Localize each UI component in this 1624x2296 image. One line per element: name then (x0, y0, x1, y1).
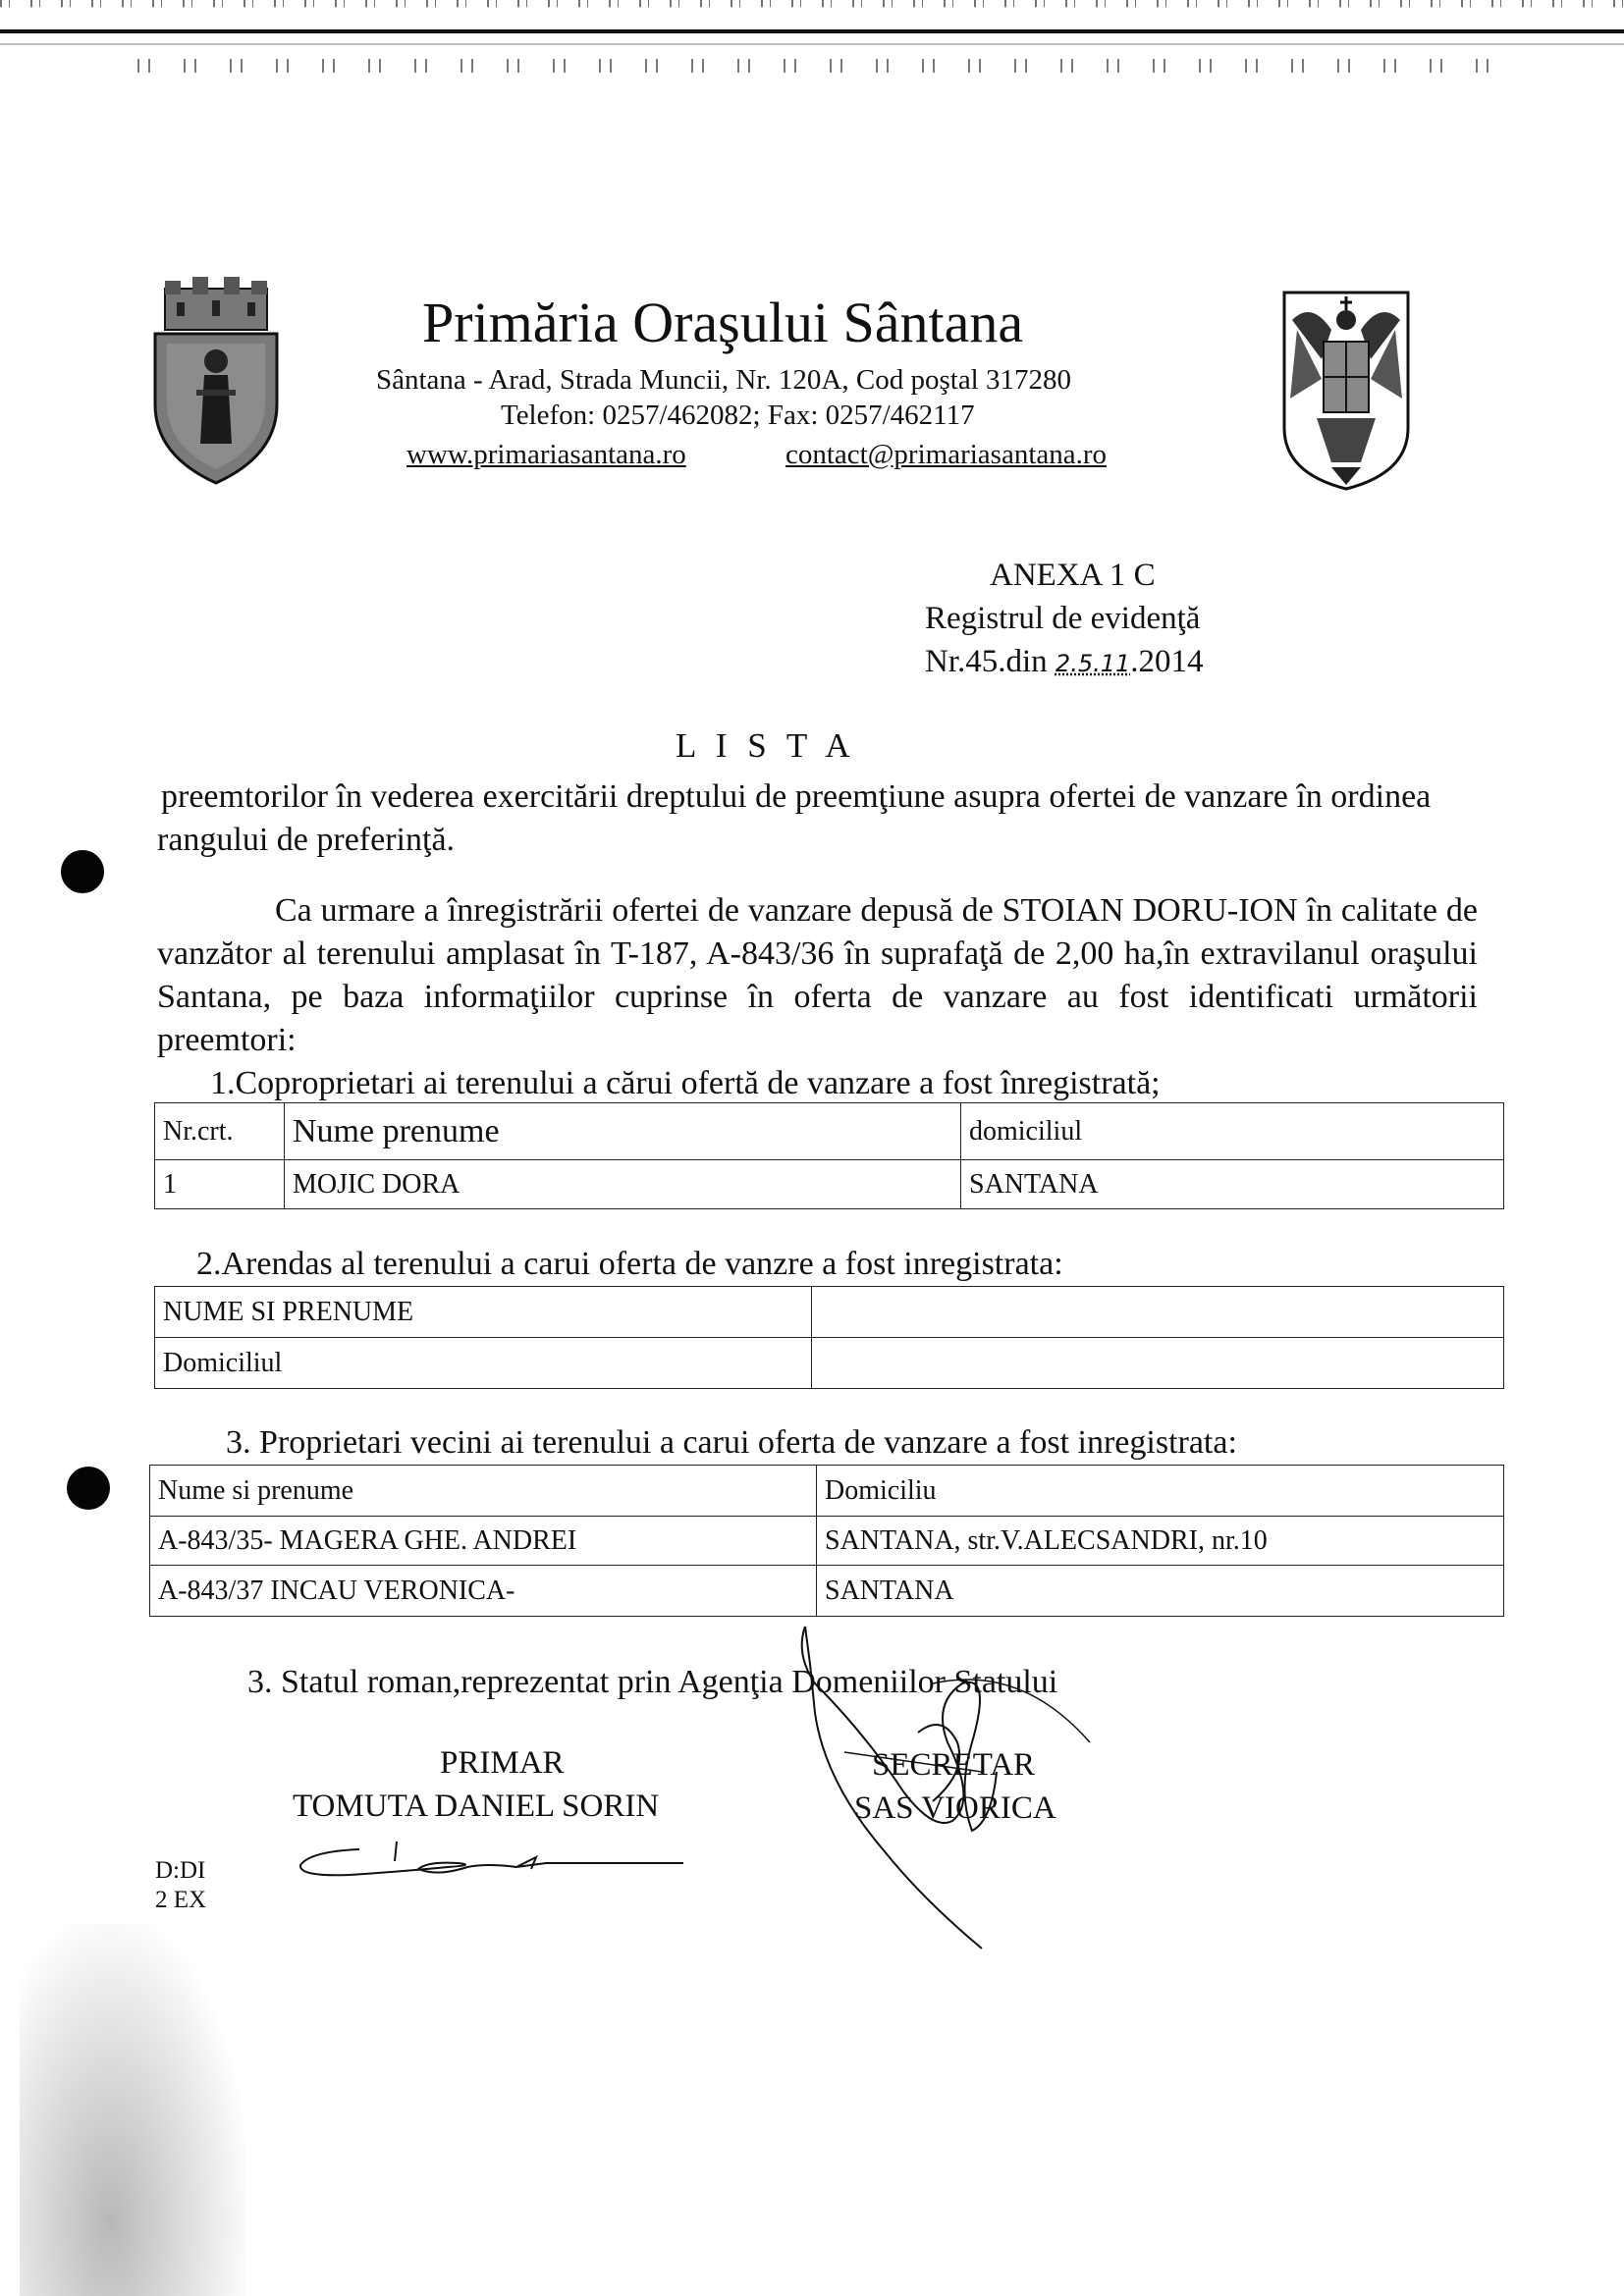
header-cell: Nr.crt. (155, 1103, 285, 1160)
table-cell (812, 1287, 1504, 1338)
list-subtitle: preemtorilor în vederea exercitării dreptului de preemţiune asupra ofertei de vanzare în ordinea rangului de preferinţă. (157, 778, 1432, 858)
list-heading: L I S T A (676, 726, 856, 765)
scan-artifact-line-2 (0, 43, 1624, 45)
handwritten-date: 2.5.11 (1055, 650, 1131, 677)
table-header-row (155, 1103, 1504, 1160)
section-2-title: 2.Arendas al terenului a carui oferta de vanzre a fost inregistrata: (196, 1246, 1063, 1282)
institution-address: Sântana - Arad, Strada Muncii, Nr. 120A, Cod poştal 317280 (376, 364, 1071, 396)
punch-hole-icon (67, 1467, 110, 1510)
section-3-title: 3. Proprietari vecini ai terenului a carui oferta de vanzare a fost inregistrata: (226, 1424, 1237, 1461)
website-link[interactable]: www.primariasantana.ro (406, 439, 686, 470)
santana-coat-of-arms-icon (147, 277, 285, 485)
table-cell: A-843/37 INCAU VERONICA- (150, 1566, 817, 1617)
header-cell: Nume si prenume (150, 1466, 817, 1517)
secretar-title: SECRETAR (872, 1747, 1036, 1783)
primar-signature-icon (291, 1838, 683, 1896)
institution-title: Primăria Oraşului Sântana (422, 291, 1024, 354)
annex-number: ANEXA 1 C (990, 558, 1156, 593)
table-cell: 1 (155, 1160, 285, 1209)
table-row (150, 1566, 1504, 1617)
primar-title: PRIMAR (440, 1745, 565, 1781)
table-row (155, 1338, 1504, 1389)
scan-shadow (20, 1924, 245, 2296)
table-row (155, 1160, 1504, 1209)
table-cell (812, 1338, 1504, 1389)
secretar-name: SAS VIORICA (854, 1790, 1056, 1826)
scan-artifact-dots (137, 59, 1512, 73)
header-cell: Nume prenume (285, 1103, 961, 1160)
neighbors-table (149, 1465, 1504, 1617)
tenant-table (154, 1286, 1504, 1389)
table-header-row (150, 1466, 1504, 1517)
coowners-table (154, 1102, 1504, 1209)
header-cell: domiciliul (961, 1103, 1504, 1160)
scan-artifact-line (0, 29, 1624, 33)
annex-registration (925, 644, 1204, 680)
punch-hole-icon (61, 850, 104, 893)
footer-dispatch: D:DI (155, 1857, 206, 1884)
table-cell: NUME SI PRENUME (155, 1287, 812, 1338)
table-cell: SANTANA (817, 1566, 1504, 1617)
table-cell: MOJIC DORA (285, 1160, 961, 1209)
annex-reg-prefix: Nr.45.din (925, 644, 1056, 679)
list-intro: Ca urmare a înregistrării ofertei de vanzare depusă de STOIAN DORU-ION în calitate de vanzător al terenului amplasat în T-187, A-843/36 în suprafaţă de 2,00 ha,în extravilanul oraşului Santana, pe baza informaţiilor cuprinse în oferta de vanzare au fost identificati următorii preemtori: (157, 892, 1478, 1058)
scan-artifact-top (0, 0, 1624, 39)
email-link[interactable]: contact@primariasantana.ro (785, 439, 1108, 470)
table-cell: SANTANA, str.V.ALECSANDRI, nr.10 (817, 1517, 1504, 1566)
section-4-title: 3. Statul roman,reprezentat prin Agenţia Domeniilor Statului (247, 1664, 1058, 1700)
table-row (155, 1287, 1504, 1338)
header-cell: Domiciliu (817, 1466, 1504, 1517)
footer-copies: 2 EX (155, 1887, 207, 1913)
section-1-title: 1.Coproprietari ai terenului a cărui ofertă de vanzare a fost înregistrată; (210, 1065, 1161, 1101)
romania-coat-of-arms-icon (1282, 291, 1410, 491)
annex-reg-suffix: .2014 (1130, 644, 1204, 679)
table-cell: SANTANA (961, 1160, 1504, 1209)
table-cell: A-843/35- MAGERA GHE. ANDREI (150, 1517, 817, 1566)
primar-name: TOMUTA DANIEL SORIN (293, 1789, 660, 1824)
table-row (150, 1517, 1504, 1566)
institution-phones: Telefon: 0257/462082; Fax: 0257/462117 (501, 400, 975, 431)
secretar-signature-icon (785, 1625, 1100, 1958)
annex-register: Registrul de evidenţă (925, 601, 1201, 636)
table-cell: Domiciliul (155, 1338, 812, 1389)
